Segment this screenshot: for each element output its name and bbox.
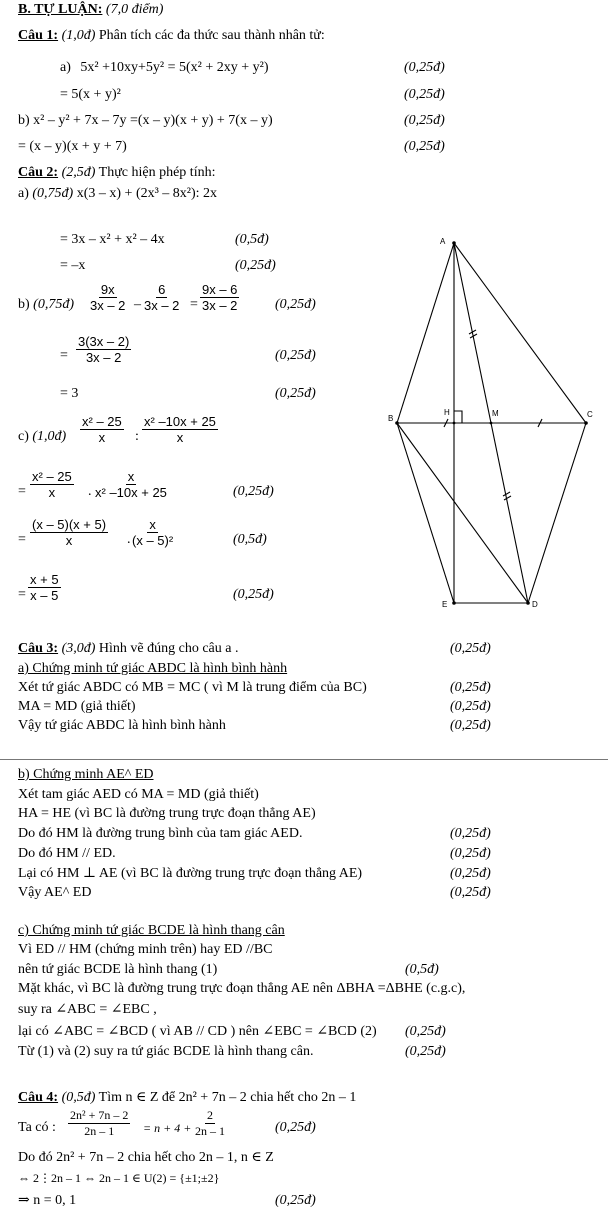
- q2-c-line1-points: (0,25đ): [233, 484, 274, 499]
- segment-BD: [397, 423, 528, 603]
- q4-heading: [18, 1090, 356, 1106]
- q2-a-step2-points: (0,25đ): [235, 258, 276, 273]
- q2-c-fraction-k: $\frac{x + 5}{x - 5}$: [30, 572, 59, 603]
- q3-a-line1: Xét tứ giác ABDC có MB = MC ( vì M là trung điểm của BC): [18, 680, 367, 695]
- q2-b-step3: = 3: [60, 386, 79, 401]
- q2-c-fraction-g2: $\frac{x}{\text{x² –10x + 25}}$: [95, 469, 167, 500]
- q4-line4: ⇒ n = 0, 1: [18, 1193, 77, 1208]
- q2-a-step1-points: (0,5đ): [235, 232, 269, 247]
- q3-b6-points: (0,25đ): [450, 885, 491, 900]
- label-A: A: [440, 237, 446, 246]
- q2-c-line3-points: (0,25đ): [233, 587, 274, 602]
- point-C: [584, 421, 588, 425]
- q2-b-label: b) (0,75đ): [18, 297, 74, 312]
- q4-line3: ⇔ 2⋮2n – 1 ⇔ 2n – 1 ∈ U(2) = {±1;±2}: [18, 1171, 220, 1185]
- q3-c5-points: (0,25đ): [405, 1024, 446, 1039]
- section-title: B. TỰ LUẬN:: [18, 2, 103, 17]
- point-B: [395, 421, 399, 425]
- q3-b4-points: (0,25đ): [450, 846, 491, 861]
- label-M: M: [492, 409, 499, 418]
- q1-b-line2: = (x – y)(x + y + 7): [18, 139, 127, 154]
- q4-mid: = n + 4 +: [143, 1121, 192, 1135]
- q3-label: Câu 3:: [18, 641, 59, 656]
- q1-b2-points: (0,25đ): [404, 139, 445, 154]
- segment-BE: [397, 423, 454, 603]
- q4-ta-co: Ta có :: [18, 1120, 56, 1135]
- q4-line2: Do đó 2n² + 7n – 2 chia hết cho 2n – 1, n ∈ Z: [18, 1150, 274, 1165]
- q2-b-minus: –: [134, 297, 141, 312]
- point-H: [453, 422, 456, 425]
- q3-b-line3: Do đó HM là đường trung bình của tam giác AED.: [18, 826, 303, 841]
- q3-a-line3: Vậy tứ giác ABDC là hình bình hành: [18, 718, 226, 733]
- q1-a1-points: (0,25đ): [404, 60, 445, 75]
- q3-a2-points: (0,25đ): [450, 699, 491, 714]
- q2-a-expr: a) (0,75đ) x(3 – x) + (2x³ – 8x²): 2x: [18, 186, 218, 201]
- segment-AB: [397, 243, 454, 423]
- q3-b-line5: Lại có HM ⊥ AE (vì BC là đường trung trực đoạn thẳng AE): [18, 866, 363, 881]
- tick-MD-1: [503, 492, 510, 496]
- label-C: C: [587, 410, 593, 419]
- q3-b-line2: HA = HE (vì BC là đường trung trực đoạn thẳng AE): [18, 806, 316, 821]
- q4-prompt: Tìm n ∈ Z để 2n² + 7n – 2 chia hết cho 2n – 1: [98, 1090, 357, 1105]
- separator-line: [0, 759, 608, 760]
- q3-points: (3,0đ): [61, 641, 96, 656]
- point-E: [452, 601, 456, 605]
- q2-c-colon: :: [135, 429, 139, 444]
- q4-fraction-2: $\frac{2}{2n - 1}$: [195, 1108, 225, 1138]
- point-M: [490, 422, 493, 425]
- label-D: D: [532, 600, 538, 609]
- q3-heading: [18, 641, 238, 657]
- right-angle-mark: [454, 411, 462, 423]
- q3-b3-points: (0,25đ): [450, 826, 491, 841]
- q2-c-line2-points: (0,5đ): [233, 532, 267, 547]
- q1-b-line1: b) x² – y² + 7x – 7y =(x – y)(x + y) + 7(x – y): [18, 113, 273, 128]
- segment-CD: [528, 423, 586, 603]
- q2-a-step1: = 3x – x² + x² – 4x: [60, 232, 165, 247]
- q2-b-line1-points: (0,25đ): [275, 297, 316, 312]
- q1-heading: [18, 28, 325, 44]
- q2-c-label: c) (1,0đ): [18, 429, 67, 444]
- q3-c2-points: (0,5đ): [405, 962, 439, 977]
- q2-prompt: Thực hiện phép tính:: [98, 165, 216, 180]
- q2-c-fraction-2: $\frac{\text{x² –10x + 25}}{x}$: [144, 414, 216, 445]
- q3-b-title: b) Chứng minh AE^ ED: [18, 767, 154, 782]
- q2-label: Câu 2:: [18, 165, 59, 180]
- q2-c-fraction-h1: $\frac{(x - 5)(x + 5)}{x}$: [32, 517, 107, 548]
- q3-c6-points: (0,25đ): [405, 1044, 446, 1059]
- q3-c-line5: lại có ∠ABC = ∠BCD ( vì AB // CD ) nên ∠EBC = ∠BCD (2): [18, 1024, 377, 1039]
- q1-a-line1: a) 5x² +10xy+5y² = 5(x² + 2xy + y²): [60, 60, 269, 75]
- q3-b-line4: Do đó HM // ED.: [18, 846, 116, 861]
- q2-b-equals: =: [190, 297, 198, 312]
- q2-b-fraction-3: $\frac{9x - 6}{3x - 2}$: [202, 282, 238, 313]
- section-points: (7,0 điểm): [105, 2, 164, 17]
- q2-c-eq2: =: [18, 532, 26, 547]
- q2-points: (2,5đ): [61, 165, 96, 180]
- q2-b-line3-points: (0,25đ): [275, 386, 316, 401]
- tick-MD-2: [504, 496, 511, 500]
- geometry-figure: [380, 230, 608, 615]
- label-B: B: [388, 414, 394, 423]
- q3-c-title: c) Chứng minh tứ giác BCDE là hình thang cân: [18, 923, 285, 938]
- q4-label: Câu 4:: [18, 1090, 59, 1105]
- q3-c-line6: Từ (1) và (2) suy ra tứ giác BCDE là hình thang cân.: [18, 1044, 314, 1059]
- q1-a2-points: (0,25đ): [404, 87, 445, 102]
- q3-c-line2: nên tứ giác BCDE là hình thang (1): [18, 962, 218, 977]
- q3-a1-points: (0,25đ): [450, 680, 491, 695]
- q2-a-step2: = –x: [60, 258, 86, 273]
- q3-a3-points: (0,25đ): [450, 718, 491, 733]
- q1-a-line2: = 5(x + y)²: [60, 87, 121, 102]
- section-header: [18, 2, 163, 18]
- q3-c-line4: suy ra ∠ABC = ∠EBC ,: [18, 1002, 157, 1017]
- q2-c-dot: .: [88, 484, 92, 499]
- q2-b-equals-2: =: [60, 348, 68, 363]
- q2-c-dot-2: .: [127, 532, 131, 547]
- q1-points: (1,0đ): [61, 28, 96, 43]
- q3-c-line1: Vì ED // HM (chứng minh trên) hay ED //BC: [18, 942, 273, 957]
- label-H: H: [444, 408, 450, 417]
- q1-prompt: Phân tích các đa thức sau thành nhân tử:: [98, 28, 325, 43]
- q4-points: (0,5đ): [61, 1090, 96, 1105]
- q4-fraction-1: $\frac{\text{2n² + 7n – 2}}{2n - 1}$: [70, 1108, 129, 1138]
- q2-b-fraction-4: $\frac{3(3x - 2)}{3x - 2}$: [78, 334, 130, 365]
- q3-b-line6: Vậy AE^ ED: [18, 885, 92, 900]
- q3-a-title: a) Chứng minh tứ giác ABDC là hình bình hành: [18, 661, 288, 676]
- q2-heading: [18, 165, 215, 181]
- q2-b-line2-points: (0,25đ): [275, 348, 316, 363]
- q1-label: Câu 1:: [18, 28, 59, 43]
- label-E: E: [442, 600, 448, 609]
- q3-c-line3: Mặt khác, vì BC là đường trung trực đoạn thẳng AE nên ΔBHA =ΔBHE (c.g.c),: [18, 981, 466, 996]
- q2-c-eq3: =: [18, 587, 26, 602]
- q3-a-line2: MA = MD (giả thiết): [18, 699, 136, 714]
- point-D: [526, 601, 530, 605]
- q2-b-fraction-1: $\frac{9x}{3x - 2}$: [90, 282, 126, 313]
- q3-b-line1: Xét tam giác AED có MA = MD (giả thiết): [18, 787, 259, 802]
- q2-c-fraction-g1: $\frac{\text{x² – 25}}{x}$: [32, 469, 72, 500]
- q4-line1-points: (0,25đ): [275, 1120, 316, 1135]
- q3-intro-points: (0,25đ): [450, 641, 491, 656]
- q4-line4-points: (0,25đ): [275, 1193, 316, 1208]
- point-A: [452, 241, 456, 245]
- q2-c-fraction-h2: $\frac{x}{\text{(x – 5)²}}$: [132, 517, 174, 548]
- q2-c-fraction-1: $\frac{\text{x² – 25}}{x}$: [82, 414, 122, 445]
- q3-b5-points: (0,25đ): [450, 866, 491, 881]
- q2-c-eq1: =: [18, 484, 26, 499]
- segment-AC: [454, 243, 586, 423]
- q3-intro: Hình vẽ đúng cho câu a .: [98, 641, 239, 656]
- q2-b-fraction-2: $\frac{6}{3x - 2}$: [144, 282, 180, 313]
- q1-b1-points: (0,25đ): [404, 113, 445, 128]
